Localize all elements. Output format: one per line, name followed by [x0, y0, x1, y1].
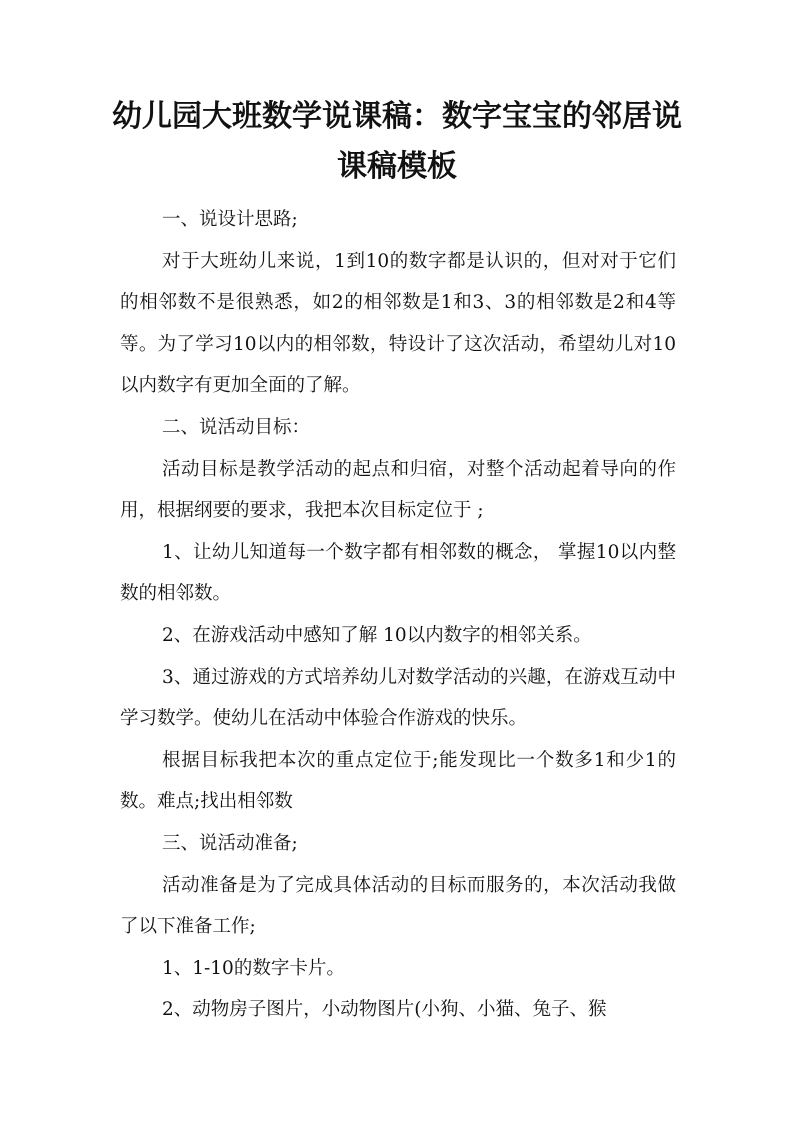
paragraph-preparation-intro: 活动准备是为了完成具体活动的目标而服务的，本次活动我做了以下准备工作;: [120, 874, 676, 938]
paragraph-key-points: 根据目标我把本次的重点定位于;能发现比一个数多1和少1的数。难点;找出相邻数: [120, 749, 676, 813]
goal-item-1: 1、让幼儿知道每一个数字都有相邻数的概念， 掌握10以内整数的相邻数。: [120, 541, 676, 605]
preparation-item-1: 1、1-10的数字卡片。: [162, 957, 345, 979]
paragraph-goals-intro: 活动目标是教学活动的起点和归宿，对整个活动起着导向的作用，根据纲要的要求，我把本次目标定位于 ;: [120, 458, 676, 522]
goal-item-3: 3、通过游戏的方式培养幼儿对数学活动的兴趣，在游戏互动中学习数学。使幼儿在活动中体验合作游戏的快乐。: [120, 666, 676, 730]
section-heading-design: 一、说设计思路;: [162, 209, 298, 230]
preparation-item-2: 2、动物房子图片，小动物图片(小狗、小猫、兔子、猴: [162, 999, 607, 1021]
paragraph-design-rationale: 对于大班幼儿来说，1到10的数字都是认识的，但对对于它们的相邻数不是很熟悉，如2的相邻数是1和3、3的相邻数是2和4等等。为了学习10以内的相邻数，特设计了这次活动，希望幼儿对10以内数字有更加全面的了解。: [120, 250, 676, 397]
section-heading-preparation: 三、说活动准备;: [162, 832, 298, 854]
section-heading-goals: 二、说活动目标：: [162, 416, 311, 438]
document-body: [120, 199, 676, 1031]
document-title: 幼儿园大班数学说课稿：数字宝宝的邻居说课稿模板: [112, 99, 682, 184]
goal-item-2: 2、在游戏活动中感知了解 10以内数字的相邻关系。: [162, 624, 592, 646]
